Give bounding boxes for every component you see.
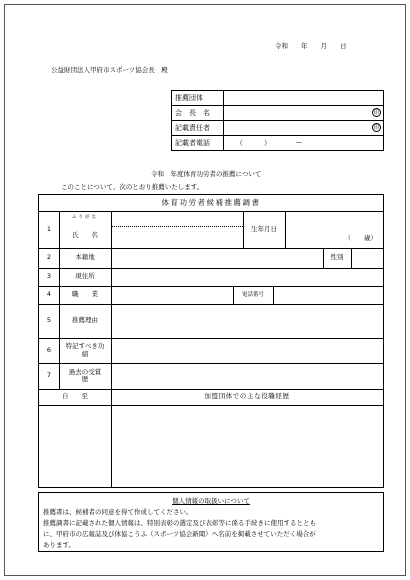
seal-mark: 印	[373, 110, 380, 116]
org-value-team[interactable]	[224, 91, 384, 106]
sex-input[interactable]	[352, 249, 383, 268]
name-input[interactable]	[112, 227, 243, 248]
nomination-form	[38, 194, 384, 488]
achievements-label: 特記すべき功績	[65, 342, 105, 358]
org-value-chair[interactable]	[224, 106, 384, 121]
date-line: 令和 年 月 日	[275, 42, 347, 50]
awards-input[interactable]	[112, 364, 383, 389]
domicile-input[interactable]	[112, 249, 323, 268]
positions-input[interactable]	[112, 406, 383, 487]
notice-line: あります。	[43, 541, 75, 549]
phone-input[interactable]	[274, 287, 383, 304]
row-number: 6	[46, 345, 52, 354]
addressee: 公益財団法人甲府市スポーツ協会長 殿	[51, 66, 168, 74]
period-input[interactable]	[39, 406, 111, 487]
name-label: 氏 名	[72, 231, 98, 240]
form-title: 体育功労者候補推薦調書	[161, 197, 261, 207]
row-number: 5	[46, 316, 52, 325]
address-input[interactable]	[112, 269, 383, 286]
reason-input[interactable]	[112, 305, 383, 338]
ruby-label: ふりがな	[72, 215, 98, 221]
occupation-input[interactable]	[112, 287, 233, 304]
org-label-phone: 記載者電話	[172, 136, 224, 151]
domicile-label: 本籍地	[75, 253, 95, 262]
row-number: 1	[46, 224, 52, 233]
notice-line: に、甲府市の広報誌及び体協こうふ（スポーツ協会新聞）へ名前を掲載させていただく場合が	[43, 530, 316, 538]
occupation-label: 職 業	[72, 290, 98, 299]
org-value-responsible[interactable]	[224, 121, 384, 136]
address-label: 現住所	[75, 272, 95, 281]
age-field[interactable]: （ 歳）	[344, 234, 377, 243]
document-subject: 令和 年度体育功労者の推薦について	[151, 170, 262, 178]
document-page	[4, 4, 406, 576]
org-label-chair: 会 長 名	[172, 106, 224, 121]
notice-line: 推薦書は、候補者の同意を得て作成してください。	[43, 508, 193, 516]
row-number: 4	[46, 290, 52, 299]
org-label-responsible: 記載責任者	[172, 121, 224, 136]
org-value-phone[interactable]: （ ） ー	[224, 136, 384, 151]
privacy-notice	[38, 492, 384, 552]
seal-mark: 印	[373, 125, 380, 131]
period-header: 自 至	[62, 392, 88, 401]
row-number: 3	[46, 272, 52, 281]
notice-title: 個人情報の取扱いについて	[172, 497, 250, 505]
notice-line: 推薦調書に記載された個人情報は、特別表彰の選定及び表彰等に係る手続きに使用するととも	[43, 519, 316, 527]
phone-label: 電話番号	[241, 291, 264, 298]
document-intro: このことについて、次のとおり推薦いたします。	[61, 183, 204, 191]
row-number: 7	[46, 371, 52, 380]
ruby-input[interactable]	[112, 212, 243, 226]
organization-table	[171, 90, 384, 151]
awards-label: 過去の受賞歴	[68, 367, 102, 383]
reason-label: 推薦理由	[72, 316, 98, 325]
org-label-team: 推薦団体	[172, 91, 224, 106]
sex-label: 性別	[330, 253, 344, 262]
row-number: 2	[46, 253, 52, 262]
positions-header: 加盟団体での主な役職経歴	[204, 392, 290, 401]
birthdate-label: 生年月日	[251, 224, 277, 233]
achievements-input[interactable]	[112, 339, 383, 363]
